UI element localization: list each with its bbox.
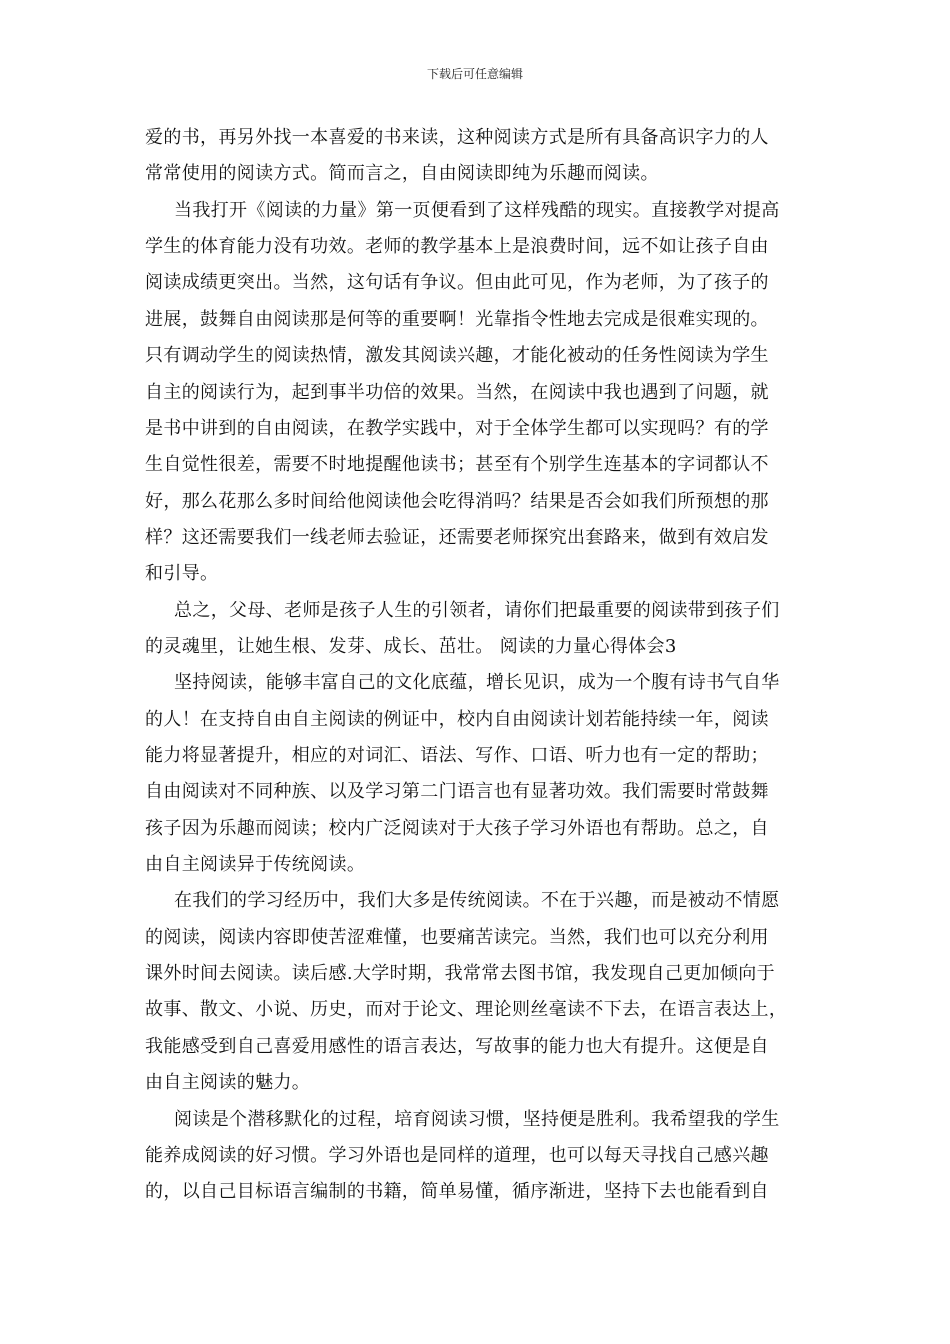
text-line: 自由阅读对不同种族、以及学习第二门语言也有显著功效。我们需要时常鼓舞 — [145, 781, 769, 803]
text-line: 能养成阅读的好习惯。学习外语也是同样的道理，也可以每天寻找自己感兴趣 — [145, 1144, 769, 1166]
text-line: 坚持阅读，能够丰富自己的文化底蕴，增长见识，成为一个腹有诗书气自华 — [174, 672, 780, 694]
text-line: 课外时间去阅读。读后感.大学时期，我常常去图书馆，我发现自己更加倾向于 — [145, 963, 775, 985]
text-line: 孩子因为乐趣而阅读；校内广泛阅读对于大孩子学习外语也有帮助。总之，自 — [145, 817, 769, 839]
text-line: 和引导。 — [145, 563, 219, 585]
text-line: 只有调动学生的阅读热情，激发其阅读兴趣，才能化被动的任务性阅读为学生 — [145, 345, 769, 367]
text-line: 我能感受到自己喜爱用感性的语言表达，写故事的能力也大有提升。这便是自 — [145, 1035, 769, 1057]
text-line: 故事、散文、小说、历史，而对于论文、理论则丝毫读不下去，在语言表达上， — [145, 999, 788, 1021]
text-line: 样？这还需要我们一线老师去验证，还需要老师探究出套路来，做到有效启发 — [145, 526, 769, 548]
text-line: 自主的阅读行为，起到事半功倍的效果。当然，在阅读中我也遇到了问题，就 — [145, 381, 769, 403]
text-line: 进展，鼓舞自由阅读那是何等的重要啊！光靠指令性地去完成是很难实现的。 — [145, 308, 769, 330]
text-line: 在我们的学习经历中，我们大多是传统阅读。不在于兴趣，而是被动不情愿 — [174, 890, 780, 912]
text-line: 是书中讲到的自由阅读，在教学实践中，对于全体学生都可以实现吗？有的学 — [145, 417, 769, 439]
text-line: 的，以自己目标语言编制的书籍，简单易懂，循序渐进，坚持下去也能看到自 — [145, 1181, 769, 1203]
text-line: 生自觉性很差，需要不时地提醒他读书；甚至有个别学生连基本的字词都认不 — [145, 454, 769, 476]
text-line: 好，那么花那么多时间给他阅读他会吃得消吗？结果是否会如我们所预想的那 — [145, 490, 769, 512]
text-line: 由自主阅读的魅力。 — [145, 1072, 311, 1094]
text-line: 阅读成绩更突出。当然，这句话有争议。但由此可见，作为老师，为了孩子的 — [145, 272, 769, 294]
text-line: 总之，父母、老师是孩子人生的引领者，请你们把最重要的阅读带到孩子们 — [174, 599, 780, 621]
text-line: 能力将显著提升，相应的对词汇、语法、写作、口语、听力也有一定的帮助； — [145, 745, 769, 766]
page-header-note: 下载后可任意编辑 — [426, 67, 523, 81]
text-line: 阅读是个潜移默化的过程，培育阅读习惯，坚持便是胜利。我希望我的学生 — [174, 1108, 780, 1130]
text-line: 学生的体育能力没有功效。老师的教学基本上是浪费时间，远不如让孩子自由 — [145, 236, 769, 258]
text-line: 的灵魂里，让她生根、发芽、成长、茁壮。 阅读的力量心得体会3 — [145, 635, 677, 657]
text-line: 当我打开《阅读的力量》第一页便看到了这样残酷的现实。直接教学对提高 — [174, 199, 780, 221]
text-line: 常常使用的阅读方式。简而言之，自由阅读即纯为乐趣而阅读。 — [145, 163, 659, 185]
text-line: 的人！在支持自由自主阅读的例证中，校内自由阅读计划若能持续一年，阅读 — [145, 708, 769, 730]
text-line: 爱的书，再另外找一本喜爱的书来读，这种阅读方式是所有具备高识字力的人 — [145, 127, 769, 148]
text-line: 的阅读，阅读内容即使苦涩难懂，也要痛苦读完。当然，我们也可以充分利用 — [145, 926, 769, 948]
text-line: 由自主阅读异于传统阅读。 — [145, 854, 366, 875]
